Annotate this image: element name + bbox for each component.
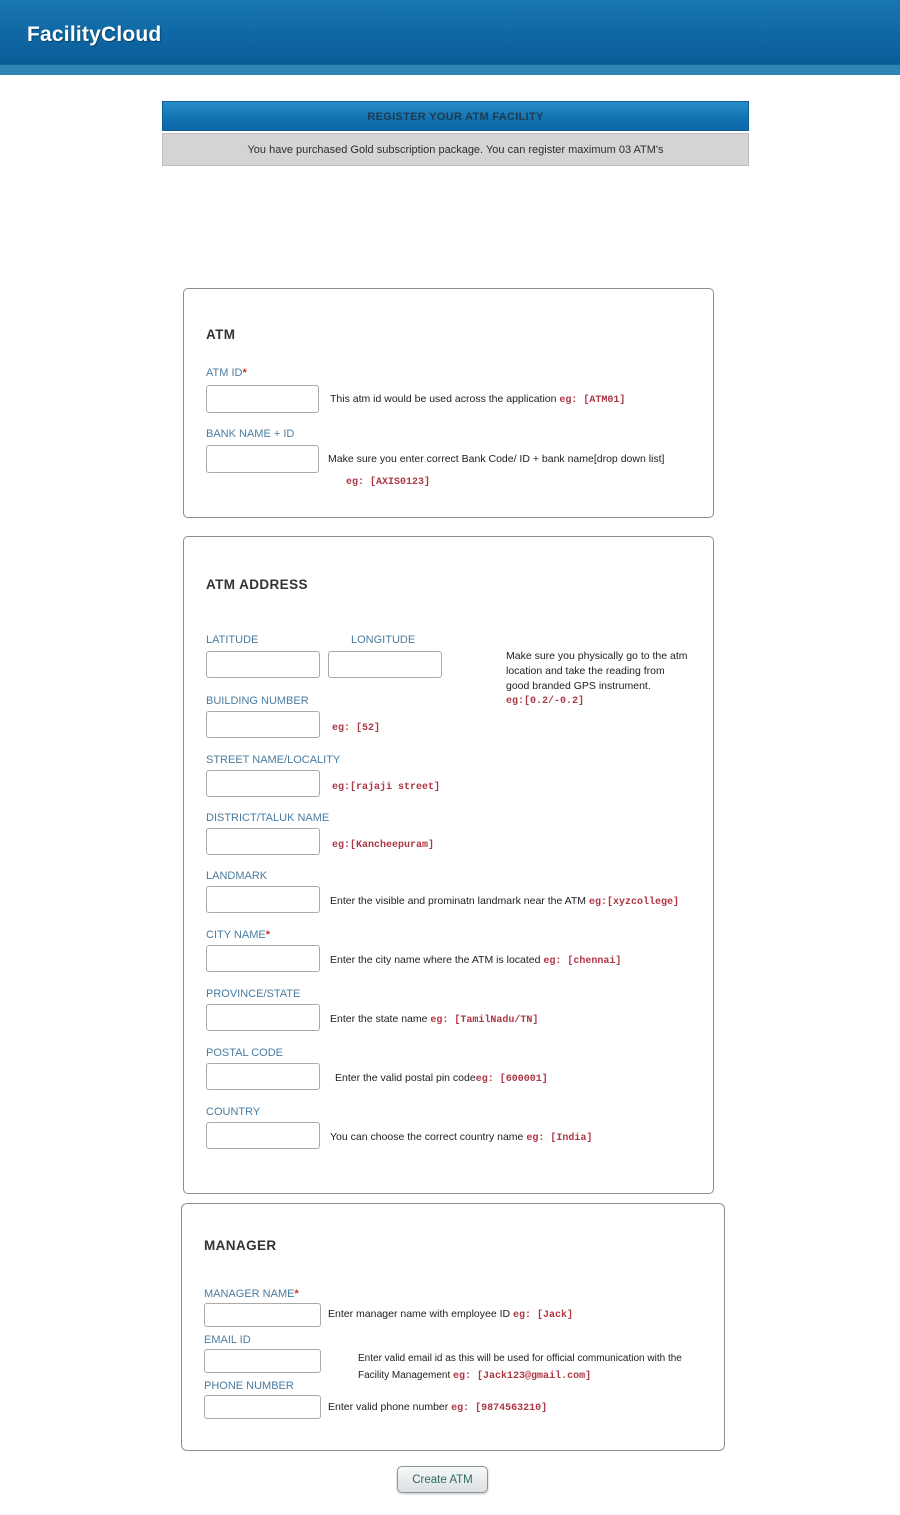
street-hint <box>332 780 440 793</box>
required-asterisk: * <box>242 367 247 379</box>
city-example: eg: [chennai] <box>543 956 622 967</box>
postal-code-label-text: POSTAL CODE <box>206 1047 284 1059</box>
brand-logo: FacilityCloud <box>27 23 162 46</box>
manager-name-hint-text: Enter manager name with employee ID <box>328 1308 511 1320</box>
email-hint <box>358 1350 682 1385</box>
postal-code-input[interactable] <box>206 1063 320 1090</box>
street-label-text: STREET NAME/LOCALITY <box>206 754 341 766</box>
gps-note-line2: location and take the reading from <box>506 665 665 677</box>
manager-name-hint <box>328 1308 573 1321</box>
province-example: eg: [TamilNadu/TN] <box>430 1015 539 1026</box>
district-example: eg:[Kancheepuram] <box>332 840 435 851</box>
gps-note-line1: Make sure you physically go to the atm <box>506 650 688 662</box>
street-label <box>206 754 340 766</box>
district-input[interactable] <box>206 828 320 855</box>
country-label-text: COUNTRY <box>206 1106 261 1118</box>
province-label-text: PROVINCE/STATE <box>206 988 301 1000</box>
longitude-label <box>351 634 415 646</box>
banner-subtitle: You have purchased Gold subscription package. You can register maximum 03 ATM's <box>162 133 749 166</box>
atm-id-label <box>206 367 247 379</box>
phone-input[interactable] <box>204 1395 321 1419</box>
phone-example: eg: [9874563210] <box>451 1403 548 1414</box>
landmark-hint-text: Enter the visible and prominatn landmark near the ATM <box>330 895 587 907</box>
postal-code-label <box>206 1047 283 1059</box>
building-number-input[interactable] <box>206 711 320 738</box>
latitude-label <box>206 634 258 646</box>
country-input[interactable] <box>206 1122 320 1149</box>
province-hint <box>330 1013 538 1026</box>
email-input[interactable] <box>204 1349 321 1373</box>
street-example: eg:[rajaji street] <box>332 782 441 793</box>
phone-hint <box>328 1401 547 1414</box>
email-label <box>204 1334 251 1346</box>
landmark-label <box>206 870 267 882</box>
create-atm-button[interactable]: Create ATM <box>397 1466 488 1493</box>
landmark-label-text: LANDMARK <box>206 870 268 882</box>
gps-note <box>506 649 711 709</box>
manager-heading: MANAGER <box>204 1238 277 1253</box>
gps-note-line3: good branded GPS instrument. <box>506 680 651 692</box>
atm-heading: ATM <box>206 327 236 342</box>
required-asterisk: * <box>265 929 270 941</box>
postal-code-hint <box>335 1072 548 1085</box>
bank-name-example-line <box>346 475 430 488</box>
city-hint <box>330 954 621 967</box>
landmark-input[interactable] <box>206 886 320 913</box>
city-label-text: CITY NAME <box>206 929 266 941</box>
city-hint-text: Enter the city name where the ATM is located <box>330 954 541 966</box>
latitude-input[interactable] <box>206 651 320 678</box>
bank-name-hint <box>328 453 664 465</box>
province-hint-text: Enter the state name <box>330 1013 428 1025</box>
postal-code-example: eg: [600001] <box>475 1074 548 1085</box>
city-input[interactable] <box>206 945 320 972</box>
manager-name-label <box>204 1288 299 1300</box>
bank-name-hint-text: Make sure you enter correct Bank Code/ ID + bank name[drop down list] <box>328 453 665 465</box>
building-number-label-text: BUILDING NUMBER <box>206 695 309 707</box>
district-hint <box>332 838 434 851</box>
longitude-input[interactable] <box>328 651 442 678</box>
landmark-example: eg:[xyzcollege] <box>588 897 679 908</box>
building-number-label <box>206 695 309 707</box>
bank-name-input[interactable] <box>206 445 319 473</box>
country-example: eg: [India] <box>526 1133 593 1144</box>
manager-name-input[interactable] <box>204 1303 321 1327</box>
building-number-hint <box>332 721 380 734</box>
bank-name-label-text: BANK NAME + ID <box>206 428 295 440</box>
manager-name-label-text: MANAGER NAME <box>204 1288 295 1300</box>
longitude-label-text: LONGITUDE <box>351 634 416 646</box>
atm-id-hint-text: This atm id would be used across the application <box>330 393 557 405</box>
country-hint <box>330 1131 592 1144</box>
email-example: eg: [Jack123@gmail.com] <box>453 1371 592 1382</box>
district-label <box>206 812 329 824</box>
landmark-hint <box>330 895 679 908</box>
country-hint-text: You can choose the correct country name <box>330 1131 524 1143</box>
atm-id-label-text: ATM ID <box>206 367 243 379</box>
street-input[interactable] <box>206 770 320 797</box>
banner-title: REGISTER YOUR ATM FACILITY <box>162 101 749 131</box>
manager-name-example: eg: [Jack] <box>513 1310 574 1321</box>
manager-section <box>181 1203 725 1451</box>
province-input[interactable] <box>206 1004 320 1031</box>
atm-address-heading: ATM ADDRESS <box>206 577 308 592</box>
district-label-text: DISTRICT/TALUK NAME <box>206 812 330 824</box>
city-label <box>206 929 270 941</box>
atm-address-section <box>183 536 714 1194</box>
latitude-label-text: LATITUDE <box>206 634 259 646</box>
required-asterisk: * <box>294 1288 299 1300</box>
app-header <box>0 0 900 75</box>
email-hint-line2 <box>358 1367 682 1385</box>
atm-id-hint <box>330 393 625 406</box>
atm-id-example: eg: [ATM01] <box>559 395 626 406</box>
email-label-text: EMAIL ID <box>204 1334 251 1346</box>
building-number-example: eg: [52] <box>332 723 381 734</box>
phone-label <box>204 1380 294 1392</box>
atm-section <box>183 288 714 518</box>
postal-code-hint-text: Enter the valid postal pin code <box>335 1072 476 1084</box>
email-hint-line2-text: Facility Management <box>358 1370 451 1381</box>
bank-name-example: eg: [AXIS0123] <box>346 477 431 488</box>
country-label <box>206 1106 260 1118</box>
gps-note-example: eg:[0.2/-0.2] <box>506 696 585 707</box>
phone-hint-text: Enter valid phone number <box>328 1401 449 1413</box>
phone-label-text: PHONE NUMBER <box>204 1380 294 1392</box>
email-hint-line1: Enter valid email id as this will be used for official communication with the <box>358 1353 682 1364</box>
bank-name-label <box>206 428 294 440</box>
province-label <box>206 988 300 1000</box>
atm-id-input[interactable] <box>206 385 319 413</box>
